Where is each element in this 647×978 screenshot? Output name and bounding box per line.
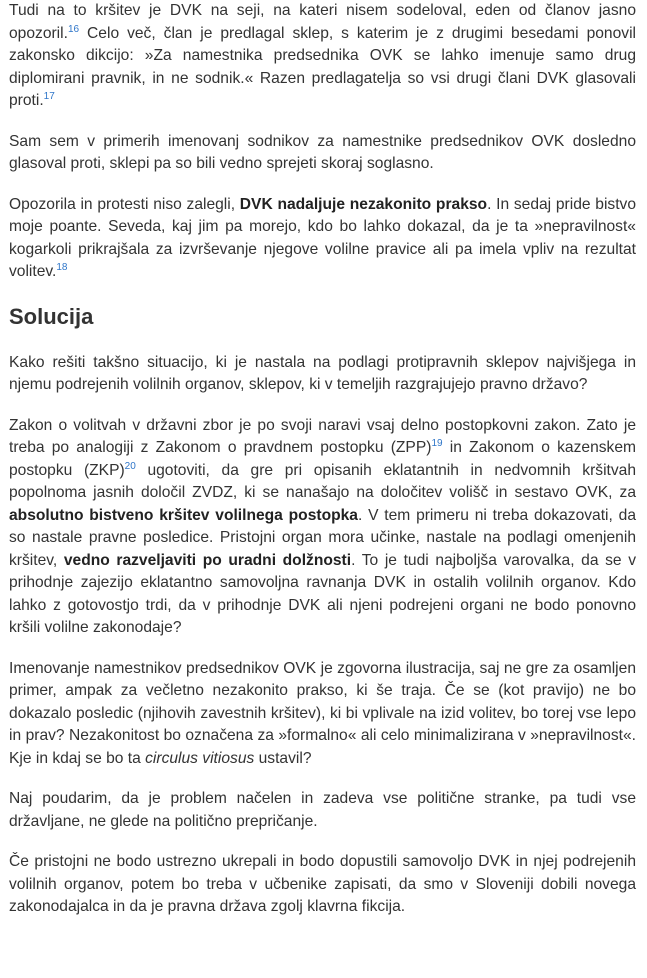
emphasis-annul-ex-officio: vedno razveljaviti po uradni dolžnosti (63, 551, 352, 569)
paragraph-conclusion: Če pristojni ne bodo ustrezno ukrepali in bodo dopustili samovoljo DVK in njej podrejenih volilnih organov, potem bo treba v učbenike zapisati, da smo v Sloveniji dobili novega zakonodajalca in da je pravna država zgolj klavrna fikcija. (9, 853, 636, 915)
footnote-ref-17[interactable]: 17 (43, 90, 55, 102)
footnote-ref-18[interactable]: 18 (56, 261, 68, 273)
paragraph-illustration: Imenovanje namestnikov predsednikov OVK je zgovorna ilustracija, saj ne gre za osamljen primer, ampak za večletno nezakonito prakso, ki še traja. Če se (kot pravijo) ne bo dokazalo posledic (njihovih zavestnih kršitev), ki bi vplivale na izid volitev, bo torej vse lepo in prav? Nezakonitost bo označena za »formalno« ali celo minimalizirana v »nepravilnost«. Kje in kdaj se bo ta circulus vitiosus ustavil? (9, 659, 636, 767)
paragraph-question: Kako rešiti takšno situacijo, ki je nastala na podlagi protipravnih sklepov najvišjega in njemu podrejenih volilnih organov, sklepov, ki v temeljih razgrajujejo pravno državo? (9, 353, 636, 393)
paragraph-voted-against: Sam sem v primerih imenovanj sodnikov za namestnike predsednikov OVK dosledno glasoval proti, sklepi pa so bili vedno sprejeti skoraj soglasno. (9, 132, 636, 172)
paragraph-procedural-law: Zakon o volitvah v državni zbor je po svoji naravi vsaj delno postopkovni zakon. Zato je treba po analogiji z Zakonom o pravdnem postopku (ZPP)$^{19}$ in Zakonom o kazenskem postopku (ZKP)$^{20}$ ugotoviti, da gre pri opisanih eklatantnih in nedvomnih kršitvah popolnoma jasnih določil ZVDZ, ki se nanašajo na določitev volišč in sestavo OVK, za absolutno bistveno kršitev volilnega postopka. V tem primeru ni treba dokazovati, da so nastale pravne posledice. Pristojni organ mora učinke, nastale na podlagi omenjenih kršitev, vedno razveljaviti po uradni dolžnosti. To je tudi najboljša varovalka, da se v prihodnje zajezijo eklatantno samovoljna ravnanja DVK in ostalih volilnih organov. Kdo lahko z gotovostjo trdi, da v prihodnje DVK ali njeni podrejeni organi ne bodo ponovno kršili volilne zakonodaje? (9, 416, 637, 636)
footnote-ref-16[interactable]: 16 (67, 23, 80, 35)
emphasis-illegal-practice: DVK nadaljuje nezakonito prakso (239, 195, 488, 213)
paragraph-warnings: Opozorila in protesti niso zalegli, DVK nadaljuje nezakonito prakso. In sedaj pride bistvo moje poante. Seveda, kaj jim pa morejo, kdo bo lahko dokazal, da je ta »nepravilnost« kogarkoli prikrajšala za izvrševanje njegove volilne pravice ali pa imela vpliv na rezultat volitev.$^{18}$ (9, 195, 637, 280)
paragraph-dvk-session: Tudi na to kršitev je DVK na seji, na kateri nisem sodeloval, eden od članov jasno opozoril.$^{16}$ Celo več, član je predlagal sklep, s katerim je z drugimi besedami ponovil zakonsko dikcijo: »Za namestnika predsednika OVK se lahko imenuje samo drug diplomirani pravnik, in ne sodnik.« Razen predlagatelja so vsi drugi člani DVK glasovali proti.$^{17}$ (9, 2, 636, 109)
emphasis-absolute-violation: absolutno bistveno kršitev volilnega postopka (9, 506, 358, 524)
footnote-ref-19[interactable]: 19 (431, 437, 443, 449)
section-heading: Solucija (9, 303, 94, 329)
footnote-ref-20[interactable]: 20 (124, 460, 136, 472)
emphasis-circulus-vitiosus: circulus vitiosus (145, 749, 255, 767)
paragraph-principle: Naj poudarim, da je problem načelen in zadeva vse politične stranke, pa tudi vse državljane, ne glede na politično prepričanje. (9, 790, 636, 830)
